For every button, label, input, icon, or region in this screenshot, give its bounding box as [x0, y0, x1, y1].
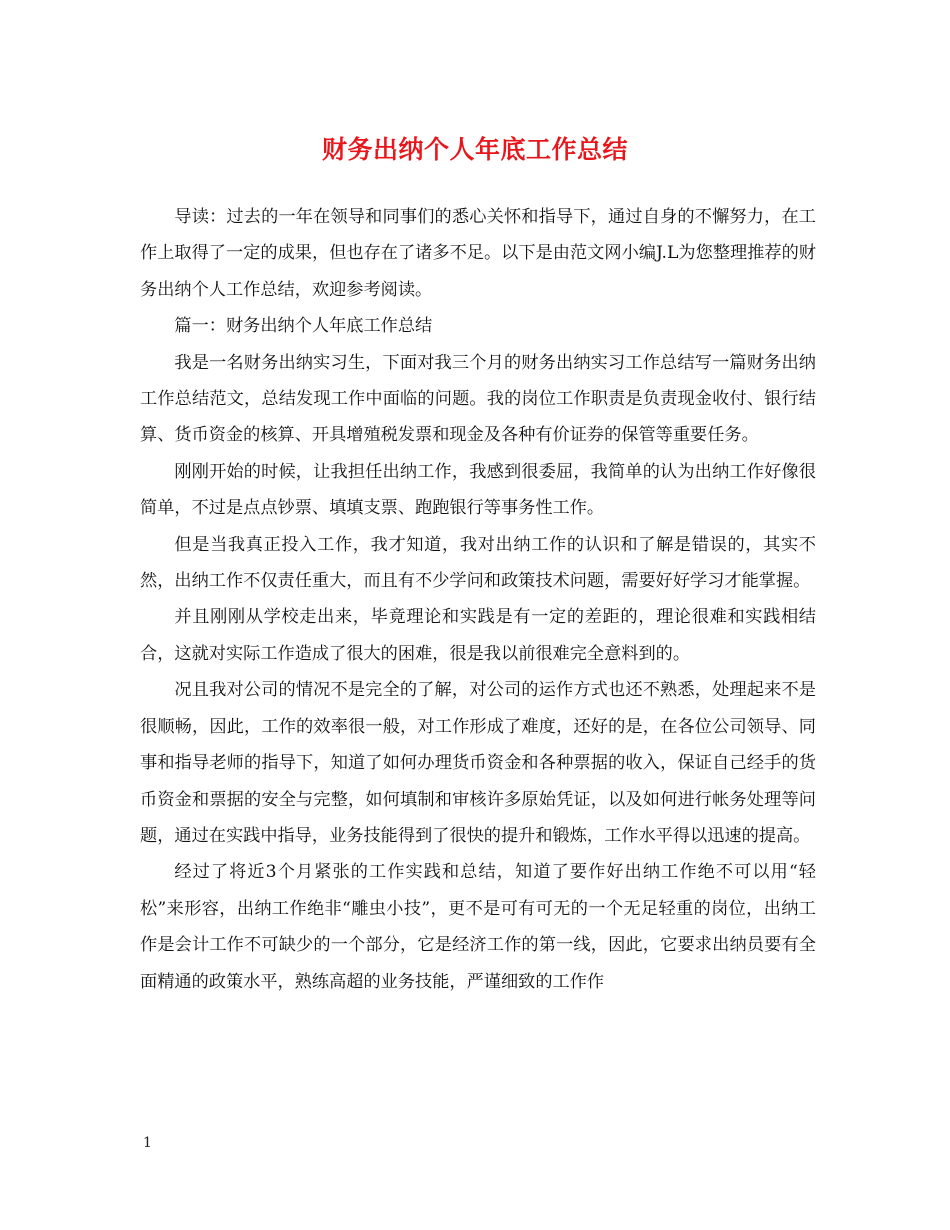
document-title: 财务出纳个人年底工作总结 — [321, 135, 628, 164]
body-paragraph: 但是当我真正投入工作，我才知道，我对出纳工作的认识和了解是错误的，其实不然，出纳工作不仅责任重大，而且有不少学问和政策技术问题，需要好好学习才能掌握。 — [140, 534, 816, 592]
body-paragraph: 并且刚刚从学校走出来，毕竟理论和实践是有一定的差距的，理论很难和实践相结合，这就对实际工作造成了很大的困难，很是我以前很难完全意料到的。 — [140, 607, 816, 664]
intro-paragraph: 导读：过去的一年在领导和同事们的悉心关怀和指导下，通过自身的不懈努力，在工作上取得了一定的成果，但也存在了诸多不足。以下是由范文网小编J.L为您整理推荐的财务出纳个人工作总结，欢迎参考阅读。 — [140, 207, 816, 300]
body-paragraph: 我是一名财务出纳实习生，下面对我三个月的财务出纳实习工作总结写一篇财务出纳工作总结范文，总结发现工作中面临的问题。我的岗位工作职责是负责现金收付、银行结算、货币资金的核算、开具增殖税发票和现金及各种有价证券的保管等重要任务。 — [140, 352, 816, 446]
document-body — [140, 199, 816, 1000]
body-paragraph: 刚刚开始的时候，让我担任出纳工作，我感到很委屈，我简单的认为出纳工作好像很简单，不过是点点钞票、填填支票、跑跑银行等事务性工作。 — [140, 461, 816, 519]
section-heading: 篇一：财务出纳个人年底工作总结 — [174, 316, 433, 337]
page-number: 1 — [143, 1135, 152, 1151]
body-paragraph: 况且我对公司的情况不是完全的了解，对公司的运作方式也还不熟悉，处理起来不是很顺畅，因此，工作的效率很一般，对工作形成了难度，还好的是，在各位公司领导、同事和指导老师的指导下，知道了如何办理货币资金和各种票据的收入，保证自己经手的货币资金和票据的安全与完整，如何填制和审核许多原始凭证，以及如何进行帐务处理等问题，通过在实践中指导，业务技能得到了很快的提升和锻炼，工作水平得以迅速的提高。 — [140, 680, 816, 846]
body-paragraph: 经过了将近3个月紧张的工作实践和总结，知道了要作好出纳工作绝不可以用“轻松”来形容，出纳工作绝非“雕虫小技”，更不是可有可无的一个无足轻重的岗位，出纳工作是会计工作不可缺少的一个部分，它是经济工作的第一线，因此，它要求出纳员要有全面精通的政策水平，熟练高超的业务技能，严谨细致的工作作 — [140, 862, 816, 992]
